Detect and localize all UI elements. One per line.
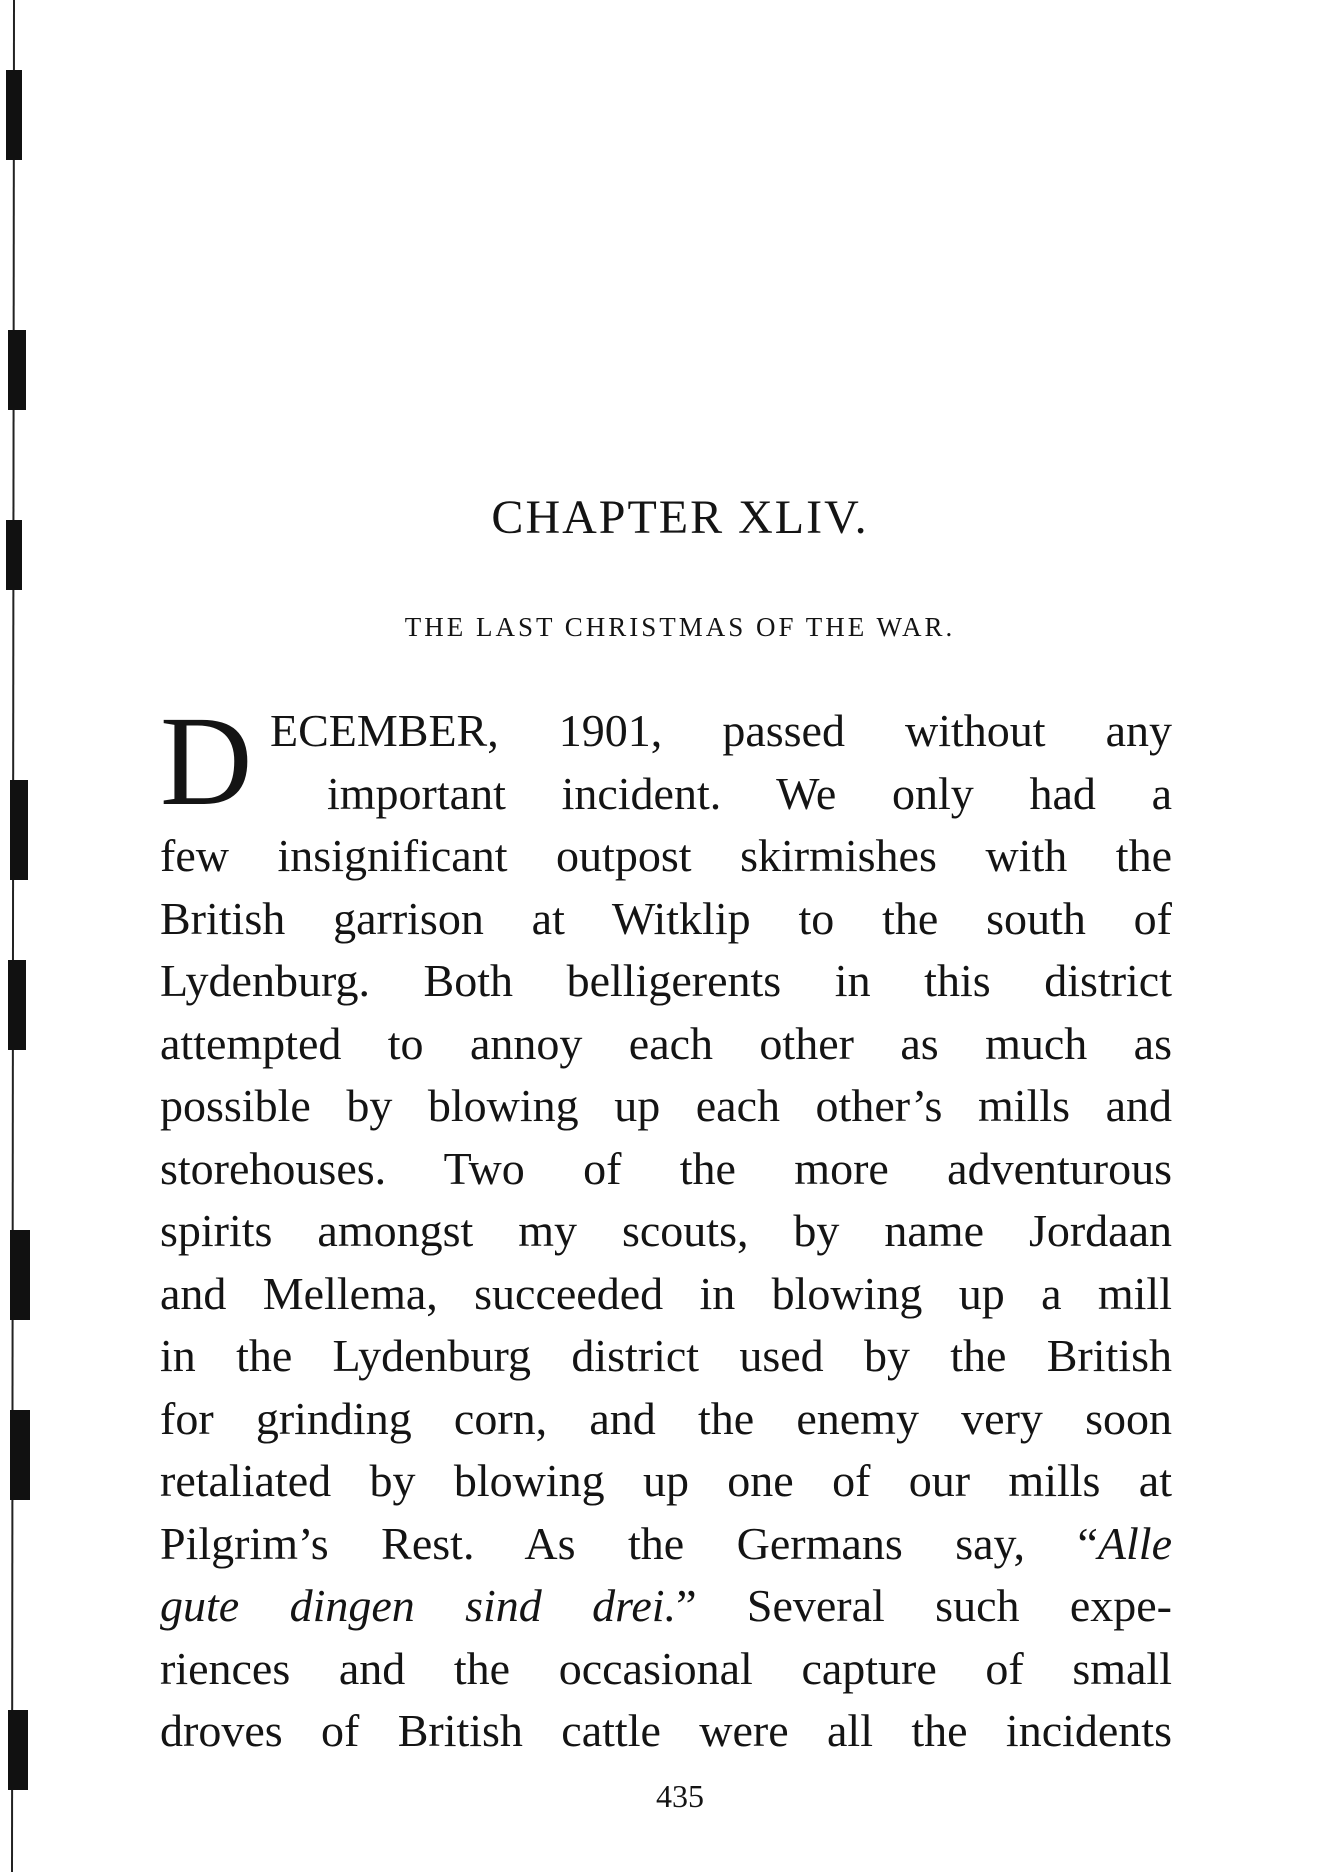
body-paragraph — [160, 700, 1172, 1763]
italic-text: gute dingen sind drei. — [160, 1580, 677, 1631]
text-line: attempted to annoy each other as much as — [160, 1017, 1172, 1069]
chapter-heading: CHAPTER XLIV. — [491, 491, 869, 544]
text-line: retaliated by blowing up one of our mills at — [160, 1455, 1172, 1506]
text-line: British garrison at Witklip to the south of — [160, 892, 1172, 944]
text-line: storehouses. Two of the more adventurous — [160, 1142, 1172, 1194]
text-line — [160, 1513, 1172, 1576]
chapter-title: THE LAST CHRISTMAS OF THE WAR. — [404, 612, 956, 642]
line-text: ” Several such expe- — [676, 1580, 1172, 1631]
text-line: Lydenburg. Both belligerents in this district — [160, 955, 1172, 1006]
text-line: possible by blowing up each other’s mills and — [160, 1080, 1172, 1131]
text-line: riences and the occasional capture of small — [160, 1642, 1172, 1694]
text-line: spirits amongst my scouts, by name Jordaan — [160, 1205, 1172, 1256]
text-line: in the Lydenburg district used by the British — [160, 1330, 1172, 1381]
text-line: ECEMBER, 1901, passed without any — [270, 705, 1172, 756]
text-line: few insignificant outpost skirmishes with the — [160, 830, 1172, 881]
drop-cap: D — [160, 690, 253, 832]
text-line: droves of British cattle were all the incidents — [160, 1705, 1172, 1756]
text-line: and Mellema, succeeded in blowing up a mill — [160, 1267, 1172, 1319]
line-text: Pilgrim’s Rest. As the Germans say, “ — [160, 1517, 1098, 1569]
binding-edge — [0, 0, 60, 1872]
text-line: for grinding corn, and the enemy very soon — [160, 1392, 1172, 1444]
italic-text: Alle — [1097, 1517, 1172, 1569]
text-line — [160, 1575, 1172, 1638]
page-number: 435 — [656, 1778, 704, 1814]
text-line: important incident. We only had a — [327, 767, 1172, 819]
